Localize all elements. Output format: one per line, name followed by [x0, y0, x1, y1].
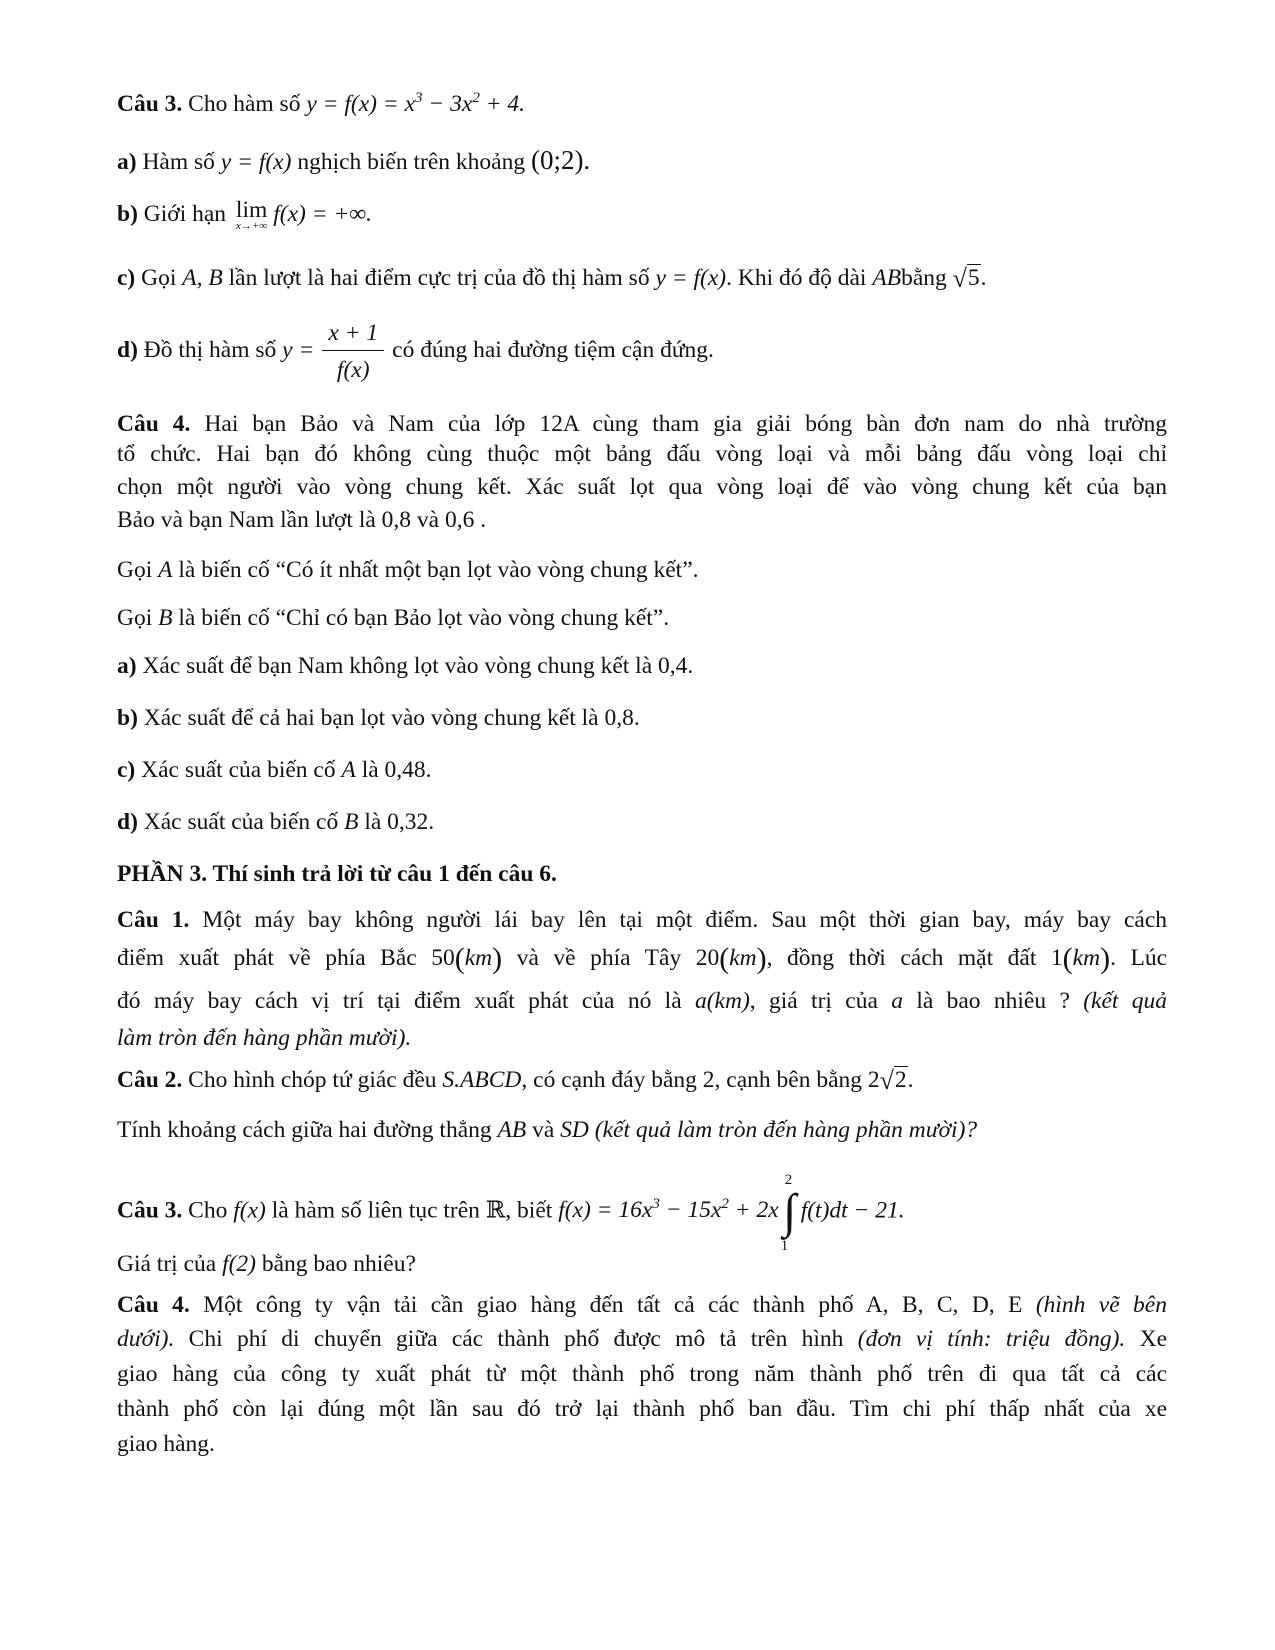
- q4-line1: Câu 4. Hai bạn Bảo và Nam của lớp 12A cùng tham gia giải bóng bàn đơn nam do nhà trường: [117, 411, 1168, 437]
- q3-d-label: d): [117, 336, 138, 363]
- q3-option-b: [117, 197, 1167, 232]
- p3-q4-line4: thành phố còn lại đúng một lần sau đó trở lại thành phố ban đầu. Tìm chi phí thấp nhất của xe: [117, 1396, 1167, 1422]
- p3-q4-line1: Câu 4. Một công ty vận tải cần giao hàng đến tất cả các thành phố A, B, C, D, E (hình vẽ bên: [117, 1292, 1167, 1318]
- p3-q3-equation: $f(x) = 16x^3 - 15x^2 + 2x$: [558, 1196, 779, 1224]
- q3-stem: [117, 90, 1167, 118]
- q3-c-text: Gọi: [141, 265, 177, 291]
- p3-q4-line2: dưới). Chi phí di chuyển giữa các thành phố được mô tả trên hình (đơn vị tính: triệu đồng). Xe: [117, 1326, 1168, 1352]
- q3-d-fraction: $\frac{x + 1}{f(x)}$: [322, 318, 384, 385]
- q4-option-d: d) Xác suất của biến cố B là 0,32.: [117, 809, 435, 835]
- p3-q3-line1: Câu 3. Cho f(x) là hàm số liên tục trên ℝ, biết $f(x) = 16x^3 - 15x^2 + 2x$ 2 ∫ 1 f(t)dt − 21.: [117, 1172, 905, 1254]
- q3-option-c: c) Gọi A, B lần lượt là hai điểm cực trị của đồ thị hàm số y = f(x). Khi đó độ dài ABbằng √5.: [117, 264, 987, 293]
- q3-c-label: c): [117, 265, 136, 291]
- q3-option-a: [117, 146, 1167, 176]
- q3-formula: $y = f(x) = x^3 - 3x^2 + 4$.: [306, 90, 526, 117]
- q3-c-seg: AB: [872, 265, 902, 291]
- p3-q3-line2: Giá trị của f(2) bằng bao nhiêu?: [117, 1251, 416, 1277]
- q4-label: Câu 4.: [117, 411, 191, 437]
- q3-c-tail: . Khi đó độ dài: [726, 265, 867, 291]
- q3-c-mid: lần lượt là hai điểm cực trị của đồ thị hàm số: [228, 265, 650, 291]
- q3-label: Câu 3.: [117, 91, 183, 117]
- q3-c-func: y = f(x): [655, 265, 727, 291]
- p3-q1-line1: Câu 1. Một máy bay không người lái bay lên tại một điểm. Sau một thời gian bay, máy bay cách: [117, 907, 1168, 933]
- q4-event-b: Gọi B là biến cố “Chỉ có bạn Bảo lọt vào vòng chung kết”.: [117, 605, 670, 631]
- p3-q1-line3: đó máy bay cách vị trí tại điểm xuất phát của nó là a(km), giá trị của a là bao nhiêu ? (kết quả: [117, 988, 1168, 1014]
- q3-d-text: Đồ thị hàm số: [143, 336, 277, 363]
- q3-c-points: A, B: [182, 265, 223, 291]
- q3-option-d: [117, 318, 1167, 385]
- q3-a-tail: nghịch biến trên khoảng: [297, 149, 526, 175]
- q4-line4: Bảo và bạn Nam lần lượt là 0,8 và 0,6 .: [117, 507, 487, 533]
- p3-q4-line3: giao hàng của công ty xuất phát từ một thành phố trong năm thành phố trên đi qua tất cả các: [117, 1361, 1167, 1387]
- p3-q2-line1: Câu 2. Cho hình chóp tứ giác đều S.ABCD, có cạnh đáy bằng 2, cạnh bên bằng 2√2.: [117, 1066, 914, 1095]
- q3-text: Cho hàm số: [188, 91, 301, 117]
- q4-option-c: c) Xác suất của biến cố A là 0,48.: [117, 757, 432, 783]
- q3-b-expr: f(x) = +∞.: [273, 201, 372, 227]
- p3-q2-line2: Tính khoảng cách giữa hai đường thẳng AB và SD (kết quả làm tròn đến hàng phần mười)?: [117, 1117, 978, 1143]
- q3-a-label: a): [117, 149, 137, 175]
- q3-c-eq: bằng: [901, 265, 947, 291]
- q3-b-limit: lim x→+∞: [235, 197, 268, 232]
- q3-d-tail: có đúng hai đường tiệm cận đứng.: [392, 336, 714, 363]
- q3-d-y: y =: [282, 336, 315, 363]
- q4-option-b: b) Xác suất để cả hai bạn lọt vào vòng chung kết là 0,8.: [117, 705, 640, 731]
- q4-line3: chọn một người vào vòng chung kết. Xác suất lọt qua vòng loại để vào vòng chung kết của bạn: [117, 474, 1167, 500]
- sqrt5: √5: [952, 264, 980, 293]
- q3-a-interval: (0;2).: [530, 145, 591, 175]
- q3-a-text: Hàm số: [142, 149, 215, 175]
- q3-b-label: b): [117, 201, 138, 227]
- p3-q1-line2: điểm xuất phát về phía Bắc 50(km) và về phía Tây 20(km), đồng thời cách mặt đất 1(km). Lúc: [117, 942, 1167, 975]
- part3-heading: PHẦN 3. Thí sinh trả lời từ câu 1 đến câu 6.: [117, 861, 557, 887]
- p3-q1-line4: làm tròn đến hàng phần mười).: [117, 1025, 412, 1051]
- p3-q4-line5: giao hàng.: [117, 1431, 215, 1457]
- q3-a-func: y = f(x): [220, 149, 292, 175]
- q4-line2: tổ chức. Hai bạn đó không cùng thuộc một bảng đấu vòng loại và mỗi bảng đấu vòng loại chỉ: [117, 441, 1167, 467]
- q4-option-a: a) Xác suất để bạn Nam không lọt vào vòng chung kết là 0,4.: [117, 653, 694, 679]
- integral-sign: 2 ∫ 1: [780, 1172, 797, 1254]
- q3-b-text: Giới hạn: [143, 201, 227, 227]
- q4-event-a: Gọi A là biến cố “Có ít nhất một bạn lọt vào vòng chung kết”.: [117, 557, 699, 583]
- sqrt2: √2: [879, 1066, 907, 1095]
